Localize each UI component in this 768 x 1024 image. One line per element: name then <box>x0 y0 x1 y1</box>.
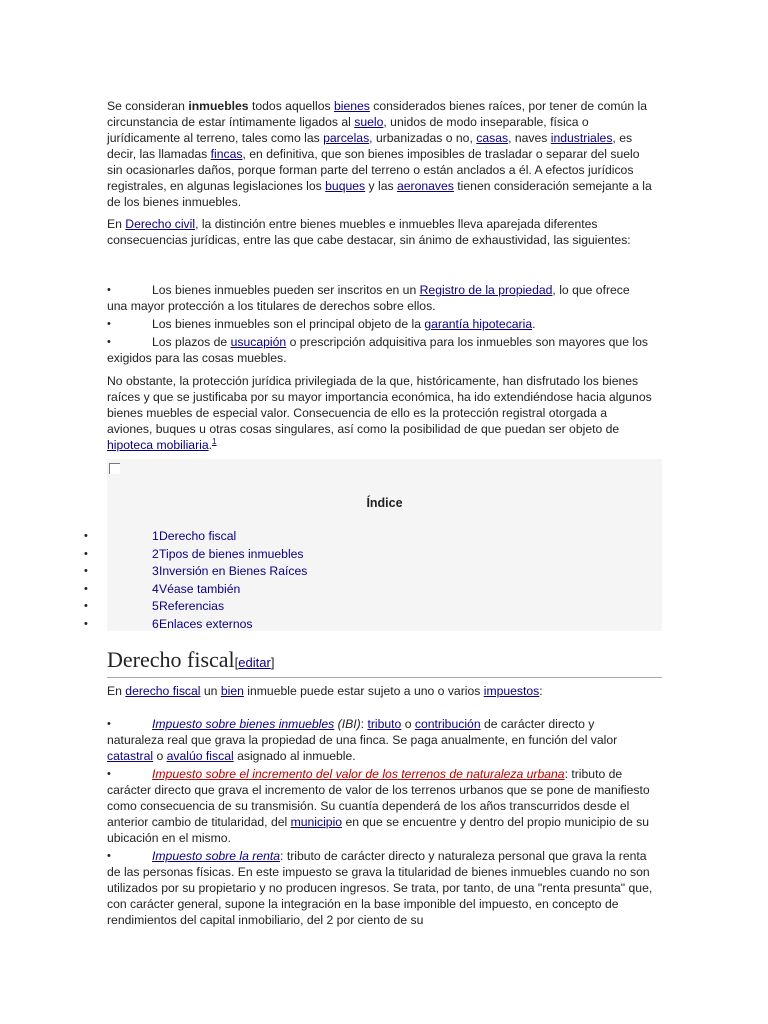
toc-number: 4 <box>152 581 159 596</box>
toc-link[interactable]: Derecho fiscal <box>159 529 237 543</box>
link-derecho-fiscal[interactable]: derecho fiscal <box>125 684 201 698</box>
link-ibi[interactable]: Impuesto sobre bienes inmuebles <box>152 717 335 731</box>
toc-link[interactable]: Inversión en Bienes Raíces <box>159 564 308 579</box>
link-usucapion[interactable]: usucapión <box>230 335 287 349</box>
bullet-icon: • <box>107 718 111 730</box>
toc-link[interactable]: Véase también <box>159 581 241 596</box>
toc-toggle-checkbox[interactable] <box>109 463 120 474</box>
bullet-icon: • <box>107 336 111 348</box>
link-aeronaves[interactable]: aeronaves <box>396 179 454 193</box>
bullet-icon: • <box>84 582 88 595</box>
toc-item[interactable] <box>84 581 584 599</box>
link-bienes[interactable]: bienes <box>333 99 370 113</box>
toc-number: 3 <box>152 564 159 579</box>
reference-1[interactable]: 1 <box>212 436 217 446</box>
toc-list <box>84 528 584 634</box>
toc-number: 5 <box>152 599 159 614</box>
list-item: • Impuesto sobre el incremento del valor de los terrenos de naturaleza urbana: tributo de carácter directo que grava el incremento de valor de los terrenos urbanos que se pone de manifiesto como consecuencia de su transmisión. Su cuantía dependerá de los años transcurridos desde el anterior cambio de titularidad, del municipio en que se encuentre y dentro del propio municipio de su ubicación en el mismo. <box>107 767 650 845</box>
toc-item[interactable] <box>84 546 584 564</box>
link-fincas[interactable]: fincas <box>210 147 243 161</box>
list-item: • Impuesto sobre bienes inmuebles (IBI): tributo o contribución de carácter directo y naturaleza real que grava la propiedad de una finca. Se paga anualmente, en función del valor catastral o avalúo fiscal asignado al inmueble. <box>107 717 618 763</box>
bullet-icon: • <box>84 530 88 542</box>
list-item: • Los bienes inmuebles son el principal objeto de la garantía hipotecaria. <box>107 317 536 331</box>
taxes-list <box>107 716 653 930</box>
link-contribucion[interactable]: contribución <box>414 717 481 731</box>
edit-link[interactable]: editar <box>238 655 271 670</box>
bullet-icon: • <box>107 318 111 330</box>
toc-number: 2 <box>152 546 159 561</box>
bullet-icon: • <box>107 768 111 780</box>
list-item: • Los bienes inmuebles pueden ser inscritos en un Registro de la propiedad, lo que ofrece una mayor protección a los titulares de derechos sobre ellos. <box>107 283 630 313</box>
link-hipoteca-mobiliaria[interactable]: hipoteca mobiliaria <box>107 438 209 452</box>
bullet-icon: • <box>84 565 88 578</box>
link-buques[interactable]: buques <box>325 179 366 193</box>
list-item: • Impuesto sobre la renta: tributo de carácter directo y naturaleza personal que grava la renta de las personas físicas. En este impuesto se grava la titularidad de bienes inmuebles cuando no son utilizados por su propietario y no producen ingresos. Se trata, por tanto, de una "renta presunta" que, con carácter general, supone la integración en la base imponible del impuesto, en concepto de rendimientos del capital inmobiliario, del 2 por ciento de su <box>107 849 653 927</box>
link-derecho-civil[interactable]: Derecho civil <box>125 217 196 231</box>
civil-consequences-list <box>107 282 653 368</box>
toc-number: 6 <box>152 616 159 631</box>
link-catastral[interactable]: catastral <box>107 749 154 763</box>
intro-paragraph: Se consideran inmuebles todos aquellos bienes considerados bienes raíces, por tener de común la circunstancia de estar íntimamente ligados al suelo, unidos de modo inseparable, física o jurídicamente al terreno, tales como las parcelas, urbanizadas o no, casas, naves industriales, es decir, las llamadas fincas, en definitiva, que son bienes imposibles de trasladar o separar del suelo sin ocasionarles daños, porque forman parte del terreno o están anclados a él. A efectos jurídicos registrales, en algunas legislaciones los buques y las aeronaves tienen consideración semejante a la de los bienes inmuebles. <box>107 99 652 209</box>
link-plusvalia-redlink[interactable]: Impuesto sobre el incremento del valor de los terrenos de naturaleza urbana <box>152 767 565 781</box>
toc-title: Índice <box>366 496 403 510</box>
toc-link[interactable]: Enlaces externos <box>159 616 253 631</box>
bullet-icon: • <box>84 617 88 630</box>
fiscal-intro-paragraph: En derecho fiscal un bien inmueble puede estar sujeto a uno o varios impuestos: <box>107 684 543 698</box>
bullet-icon: • <box>84 547 88 560</box>
bullet-icon: • <box>107 850 111 862</box>
link-casas[interactable]: casas <box>476 131 509 145</box>
link-parcelas[interactable]: parcelas <box>323 131 370 145</box>
link-registro-propiedad[interactable]: Registro de la propiedad <box>419 283 553 297</box>
link-bien[interactable]: bien <box>220 684 244 698</box>
bullet-icon: • <box>107 284 111 296</box>
edit-section-link: [editar] <box>234 655 275 670</box>
toc-item[interactable] <box>84 598 584 616</box>
toc-item[interactable] <box>84 528 584 546</box>
toc-item[interactable] <box>84 563 584 581</box>
link-avaluo-fiscal[interactable]: avalúo fiscal <box>166 749 234 763</box>
toc-item[interactable] <box>84 616 584 634</box>
bullet-icon: • <box>84 600 88 613</box>
link-municipio[interactable]: municipio <box>290 815 343 829</box>
link-tributo[interactable]: tributo <box>367 717 402 731</box>
toc-link[interactable]: Referencias <box>159 599 225 614</box>
link-suelo[interactable]: suelo <box>354 115 384 129</box>
link-impuestos[interactable]: impuestos <box>483 684 540 698</box>
list-item: • Los plazos de usucapión o prescripción adquisitiva para los inmuebles son mayores que los exigidos para las cosas muebles. <box>107 335 648 365</box>
toc-link[interactable]: Tipos de bienes inmuebles <box>159 546 304 561</box>
term-inmuebles: inmuebles <box>188 99 249 113</box>
civil-law-paragraph: En Derecho civil, la distinción entre bienes muebles e inmuebles lleva aparejada diferentes consecuencias jurídicas, entre las que cabe destacar, sin ánimo de exhaustividad, las siguientes: <box>107 217 631 247</box>
link-impuesto-renta[interactable]: Impuesto sobre la renta <box>152 849 281 863</box>
section-heading-derecho-fiscal: Derecho fiscal[editar] <box>107 646 662 678</box>
link-garantia-hipotecaria[interactable]: garantía hipotecaria <box>424 317 533 331</box>
link-industriales[interactable]: industriales <box>550 131 613 145</box>
protection-paragraph: No obstante, la protección jurídica privilegiada de la que, históricamente, han disfrutado los bienes raíces y que se justificaba por su mayor importancia económica, ha ido extendiéndose hacia algunos bienes muebles de especial valor. Consecuencia de ello es la protección registral otorgada a aviones, buques u otras cosas singulares, así como la posibilidad de que puedan ser objeto de hipoteca mobiliaria.$^1$ <box>107 374 652 452</box>
toc-number: 1 <box>152 529 159 543</box>
